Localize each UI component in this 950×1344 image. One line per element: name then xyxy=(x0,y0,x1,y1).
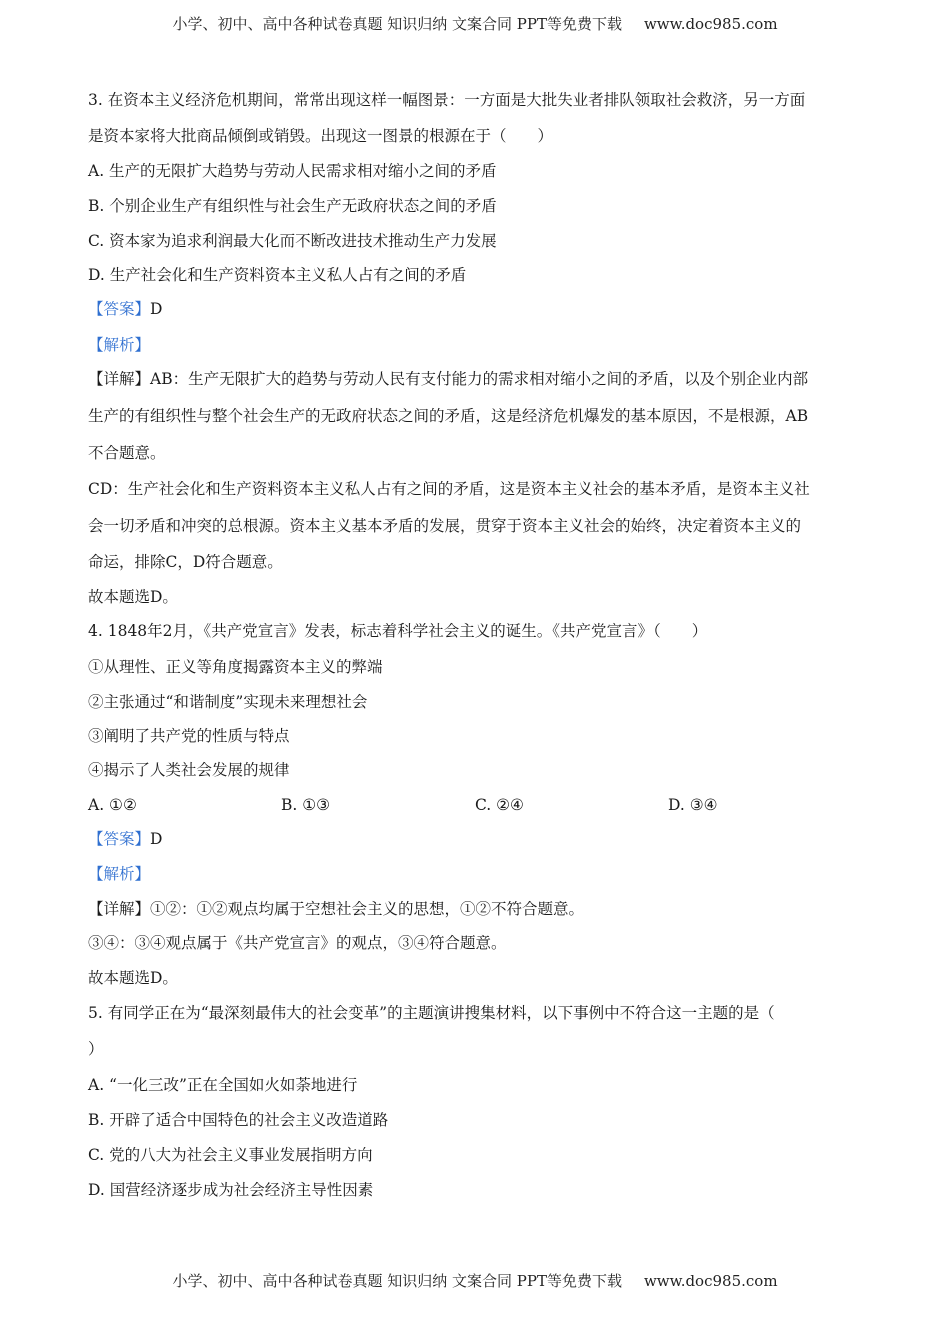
analysis-label: 【解析】 xyxy=(88,336,151,354)
q3-detail-line-1 xyxy=(88,369,808,389)
q3-option-b: B. 个别企业生产有组织性与社会生产无政府状态之间的矛盾 xyxy=(88,197,497,215)
q3-option-d: D. 生产社会化和生产资料资本主义私人占有之间的矛盾 xyxy=(88,266,467,284)
header-text: 小学、初中、高中各种试卷真题 知识归纳 文案合同 PPT等免费下载 xyxy=(172,15,622,33)
q4-option-d: D. ③④ xyxy=(668,796,718,814)
q4-detail-line-2: ③④：③④观点属于《共产党宣言》的观点，③④符合题意。 xyxy=(88,934,507,952)
q4-detail-line-1 xyxy=(88,899,584,919)
q4-option-c: C. ②④ xyxy=(475,796,524,814)
q3-stem-line-2: 是资本家将大批商品倾倒或销毁。出现这一图景的根源在于（ ） xyxy=(88,127,554,145)
page-header xyxy=(0,13,950,34)
q4-item-3: ③阐明了共产党的性质与特点 xyxy=(88,727,290,745)
q3-detail-line-6: 命运，排除C，D符合题意。 xyxy=(88,553,283,571)
q4-answer xyxy=(88,829,162,849)
q4-stem: 4. 1848年2月，《共产党宣言》发表，标志着科学社会主义的诞生。《共产党宣言》（ ） xyxy=(88,622,708,640)
q4-answer-value: D xyxy=(150,830,163,848)
q3-detail-text-1: AB：生产无限扩大的趋势与劳动人民有支付能力的需求相对缩小之间的矛盾，以及个别企业内部 xyxy=(150,370,809,388)
q3-detail-line-4: CD：生产社会化和生产资料资本主义私人占有之间的矛盾，这是资本主义社会的基本矛盾，是资本主义社 xyxy=(88,480,810,498)
footer-site-link[interactable]: www.doc985.com xyxy=(643,1272,778,1290)
q5-option-b: B. 开辟了适合中国特色的社会主义改造道路 xyxy=(88,1111,389,1129)
answer-label: 【答案】 xyxy=(88,300,151,318)
q3-option-a: A. 生产的无限扩大趋势与劳动人民需求相对缩小之间的矛盾 xyxy=(88,162,497,180)
q3-detail-line-5: 会一切矛盾和冲突的总根源。资本主义基本矛盾的发展，贯穿于资本主义社会的始终，决定着资本主义的 xyxy=(88,517,802,535)
q5-option-c: C. 党的八大为社会主义事业发展指明方向 xyxy=(88,1146,373,1164)
q4-detail-text-1: ①②：①②观点均属于空想社会主义的思想，①②不符合题意。 xyxy=(150,900,585,918)
detail-label: 【详解】 xyxy=(88,370,151,388)
q3-answer-value: D xyxy=(150,300,163,318)
q5-option-d: D. 国营经济逐步成为社会经济主导性因素 xyxy=(88,1181,374,1199)
q4-conclusion: 故本题选D。 xyxy=(88,969,178,987)
q3-analysis-label xyxy=(88,335,150,355)
q3-option-c: C. 资本家为追求利润最大化而不断改进技术推动生产力发展 xyxy=(88,232,497,250)
q4-option-b: B. ①③ xyxy=(281,796,331,814)
q3-conclusion: 故本题选D。 xyxy=(88,588,178,606)
q5-option-a: A. “一化三改”正在全国如火如荼地进行 xyxy=(88,1076,358,1094)
q4-analysis-label xyxy=(88,864,150,884)
q4-item-4: ④揭示了人类社会发展的规律 xyxy=(88,761,290,779)
q3-detail-line-3: 不合题意。 xyxy=(88,444,166,462)
page-footer xyxy=(0,1270,950,1291)
q3-stem-line-1: 3. 在资本主义经济危机期间，常常出现这样一幅图景：一方面是大批失业者排队领取社会救济，另一方面 xyxy=(88,91,806,109)
analysis-label: 【解析】 xyxy=(88,865,151,883)
detail-label: 【详解】 xyxy=(88,900,151,918)
q3-detail-line-2: 生产的有组织性与整个社会生产的无政府状态之间的矛盾，这是经济危机爆发的基本原因，不是根源，AB xyxy=(88,407,809,425)
q4-item-2: ②主张通过“和谐制度”实现未来理想社会 xyxy=(88,693,368,711)
q5-stem-line-1: 5. 有同学正在为“最深刻最伟大的社会变革”的主题演讲搜集材料，以下事例中不符合这一主题的是（ xyxy=(88,1004,775,1022)
q4-option-a: A. ①② xyxy=(88,796,137,814)
q5-stem-line-2: ） xyxy=(88,1040,104,1058)
header-site-link[interactable]: www.doc985.com xyxy=(643,15,778,33)
q3-answer xyxy=(88,299,162,319)
footer-text: 小学、初中、高中各种试卷真题 知识归纳 文案合同 PPT等免费下载 xyxy=(172,1272,622,1290)
q4-item-1: ①从理性、正义等角度揭露资本主义的弊端 xyxy=(88,658,383,676)
answer-label: 【答案】 xyxy=(88,830,151,848)
